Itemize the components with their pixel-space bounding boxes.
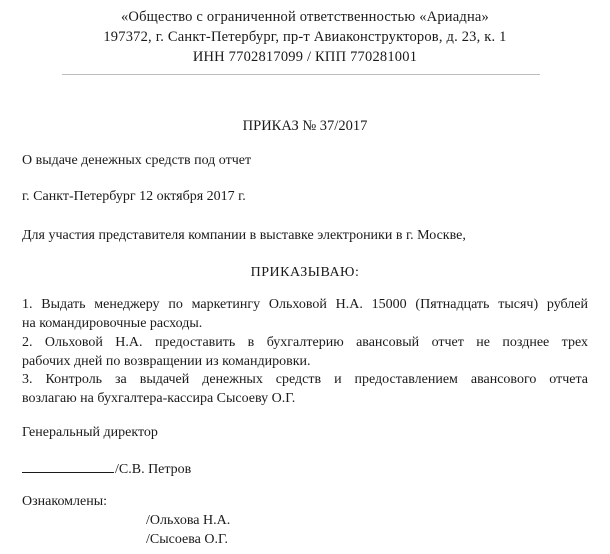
organization-address: 197372, г. Санкт-Петербург, пр-т Авиаконструкторов, д. 23, к. 1	[103, 29, 507, 45]
order-item-2-line-1: 2. Ольховой Н.А. предоставить в бухгалтерию авансовый отчет не позднее трех	[22, 335, 588, 350]
order-item-1-line-1: 1. Выдать менеджеру по маркетингу Ольховой Н.А. 15000 (Пятнадцать тысяч) рублей	[22, 297, 588, 312]
header-divider	[62, 74, 540, 75]
order-command: ПРИКАЗЫВАЮ:	[250, 265, 360, 280]
order-title: ПРИКАЗ № 37/2017	[242, 118, 368, 134]
acquainted-name-2: /Сысоева О.Г.	[146, 532, 228, 547]
order-item-2-line-2: рабочих дней по возвращении из командировки.	[22, 354, 311, 369]
signature-name: /С.В. Петров	[115, 462, 192, 477]
signature-blank	[22, 459, 114, 473]
order-subject: О выдаче денежных средств под отчет	[22, 153, 252, 168]
order-place-date: г. Санкт-Петербург 12 октября 2017 г.	[22, 189, 246, 204]
order-item-1-line-2: на командировочные расходы.	[22, 316, 203, 331]
organization-name: «Общество с ограниченной ответственностью «Ариадна»	[120, 9, 490, 25]
acquainted-label: Ознакомлены:	[22, 494, 108, 509]
acquainted-name-1: /Ольхова Н.А.	[146, 513, 231, 528]
signature-position: Генеральный директор	[22, 425, 158, 440]
organization-inn-kpp: ИНН 7702817099 / КПП 770281001	[192, 49, 418, 65]
order-preamble: Для участия представителя компании в выставке электроники в г. Москве,	[22, 228, 466, 243]
order-item-3-line-1: 3. Контроль за выдачей денежных средств и предоставлением авансового отчета	[22, 372, 588, 387]
order-item-3-line-2: возлагаю на бухгалтера-кассира Сысоеву О.Г.	[22, 391, 296, 406]
signature-line	[22, 459, 191, 478]
